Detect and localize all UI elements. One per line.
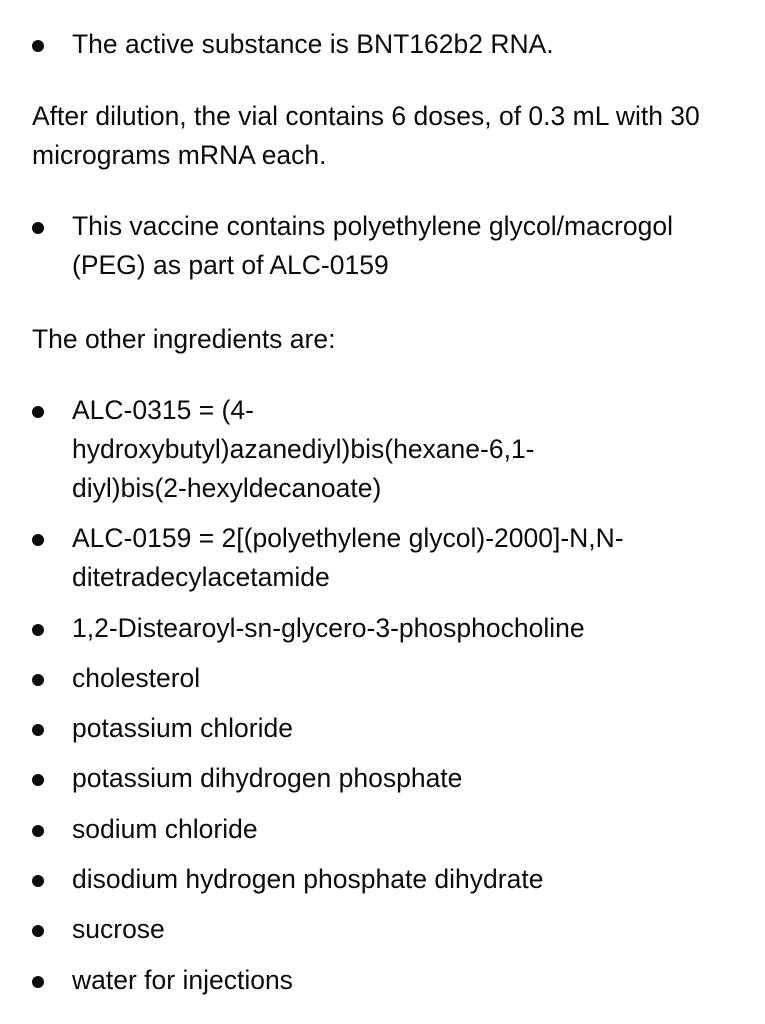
ingredient-text: disodium hydrogen phosphate dihydrate	[72, 864, 544, 895]
ingredient-item	[0, 860, 712, 899]
ingredient-text: sucrose	[72, 914, 165, 945]
ingredient-item	[0, 961, 712, 1000]
ingredient-item	[0, 519, 687, 597]
bullet-icon	[32, 925, 44, 937]
bullet-icon	[32, 724, 44, 736]
other-ingredients-heading: The other ingredients are:	[32, 324, 336, 354]
ingredient-text: water for injections	[72, 964, 293, 995]
bullet-icon	[32, 40, 44, 52]
ingredient-item	[0, 709, 712, 748]
ingredient-text: potassium chloride	[72, 713, 293, 744]
ingredient-item	[0, 810, 712, 849]
ingredient-text: 1,2-Distearoyl-sn-glycero-3-phosphocholine	[72, 612, 585, 643]
ingredients-list	[0, 391, 712, 1011]
ingredient-item	[0, 609, 712, 648]
bullet-icon	[32, 222, 44, 234]
active-substance-list	[0, 25, 712, 64]
list-item	[0, 207, 682, 285]
peg-note-text: This vaccine contains polyethylene glycol/macrogol (PEG) as part of ALC-0159	[72, 211, 673, 280]
peg-note-list	[0, 207, 682, 285]
list-item	[0, 25, 712, 64]
ingredient-item	[0, 759, 712, 798]
bullet-icon	[32, 674, 44, 686]
bullet-icon	[32, 406, 44, 418]
bullet-icon	[32, 875, 44, 887]
ingredient-item	[0, 659, 712, 698]
active-substance-text: The active substance is BNT162b2 RNA.	[72, 29, 554, 59]
ingredient-text: potassium dihydrogen phosphate	[72, 763, 463, 794]
ingredient-text: sodium chloride	[72, 813, 258, 844]
bullet-icon	[32, 534, 44, 546]
bullet-icon	[32, 774, 44, 786]
bullet-icon	[32, 976, 44, 988]
ingredient-text: ALC-0159 = 2[(polyethylene glycol)-2000]-N,N-ditetradecylacetamide	[72, 523, 624, 593]
dilution-paragraph: After dilution, the vial contains 6 doses, of 0.3 mL with 30 micrograms mRNA each.	[32, 101, 700, 170]
ingredient-text: ALC-0315 = (4-hydroxybutyl)azanediyl)bis(hexane-6,1-diyl)bis(2-hexyldecanoate)	[72, 395, 535, 503]
bullet-icon	[32, 825, 44, 837]
ingredient-item	[0, 391, 632, 508]
ingredient-item	[0, 910, 712, 949]
bullet-icon	[32, 624, 44, 636]
ingredient-text: cholesterol	[72, 662, 201, 693]
